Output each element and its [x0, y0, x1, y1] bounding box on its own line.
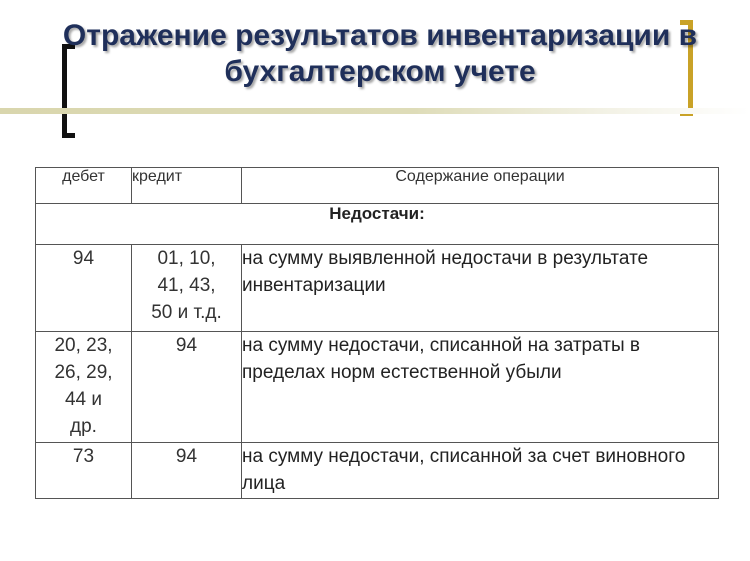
row-credit-line: 41, 43,: [157, 275, 216, 296]
row-debit-line: 20, 23,: [54, 335, 113, 356]
slide-title-line-2: бухгалтерском учете: [224, 55, 536, 88]
section-row: [36, 204, 719, 245]
row-debit-line: др.: [70, 416, 97, 437]
header-divider: [0, 108, 750, 114]
row-debit-line: 44 и: [64, 389, 103, 410]
section-title: Недостачи:: [36, 204, 719, 245]
slide-title: [60, 18, 700, 90]
table-header-row: [36, 168, 719, 204]
table-row: [36, 332, 719, 443]
row-description: на сумму недостачи, списанной на затраты в пределах норм естественной убыли: [242, 332, 719, 443]
slide-title-line-1: Отражение результатов инвентаризации в: [62, 19, 698, 52]
row-debit: 73: [36, 443, 132, 499]
row-credit-line: 50 и т.д.: [151, 302, 222, 323]
row-description: на сумму выявленной недостачи в результате инвентаризации: [242, 245, 719, 332]
row-credit: 94: [132, 332, 242, 443]
row-credit: 94: [132, 443, 242, 499]
table-row: [36, 443, 719, 499]
row-debit: 94: [36, 245, 132, 332]
header-credit: кредит: [132, 168, 242, 204]
row-description: на сумму недостачи, списанной за счет виновного лица: [242, 443, 719, 499]
header-debit: дебет: [36, 168, 132, 204]
table-row: [36, 245, 719, 332]
row-debit: [36, 332, 132, 443]
accounting-entries-table: [35, 167, 719, 499]
row-credit-line: 01, 10,: [157, 248, 216, 269]
row-debit-line: 26, 29,: [54, 362, 113, 383]
header-description: Содержание операции: [242, 168, 719, 204]
row-credit: [132, 245, 242, 332]
